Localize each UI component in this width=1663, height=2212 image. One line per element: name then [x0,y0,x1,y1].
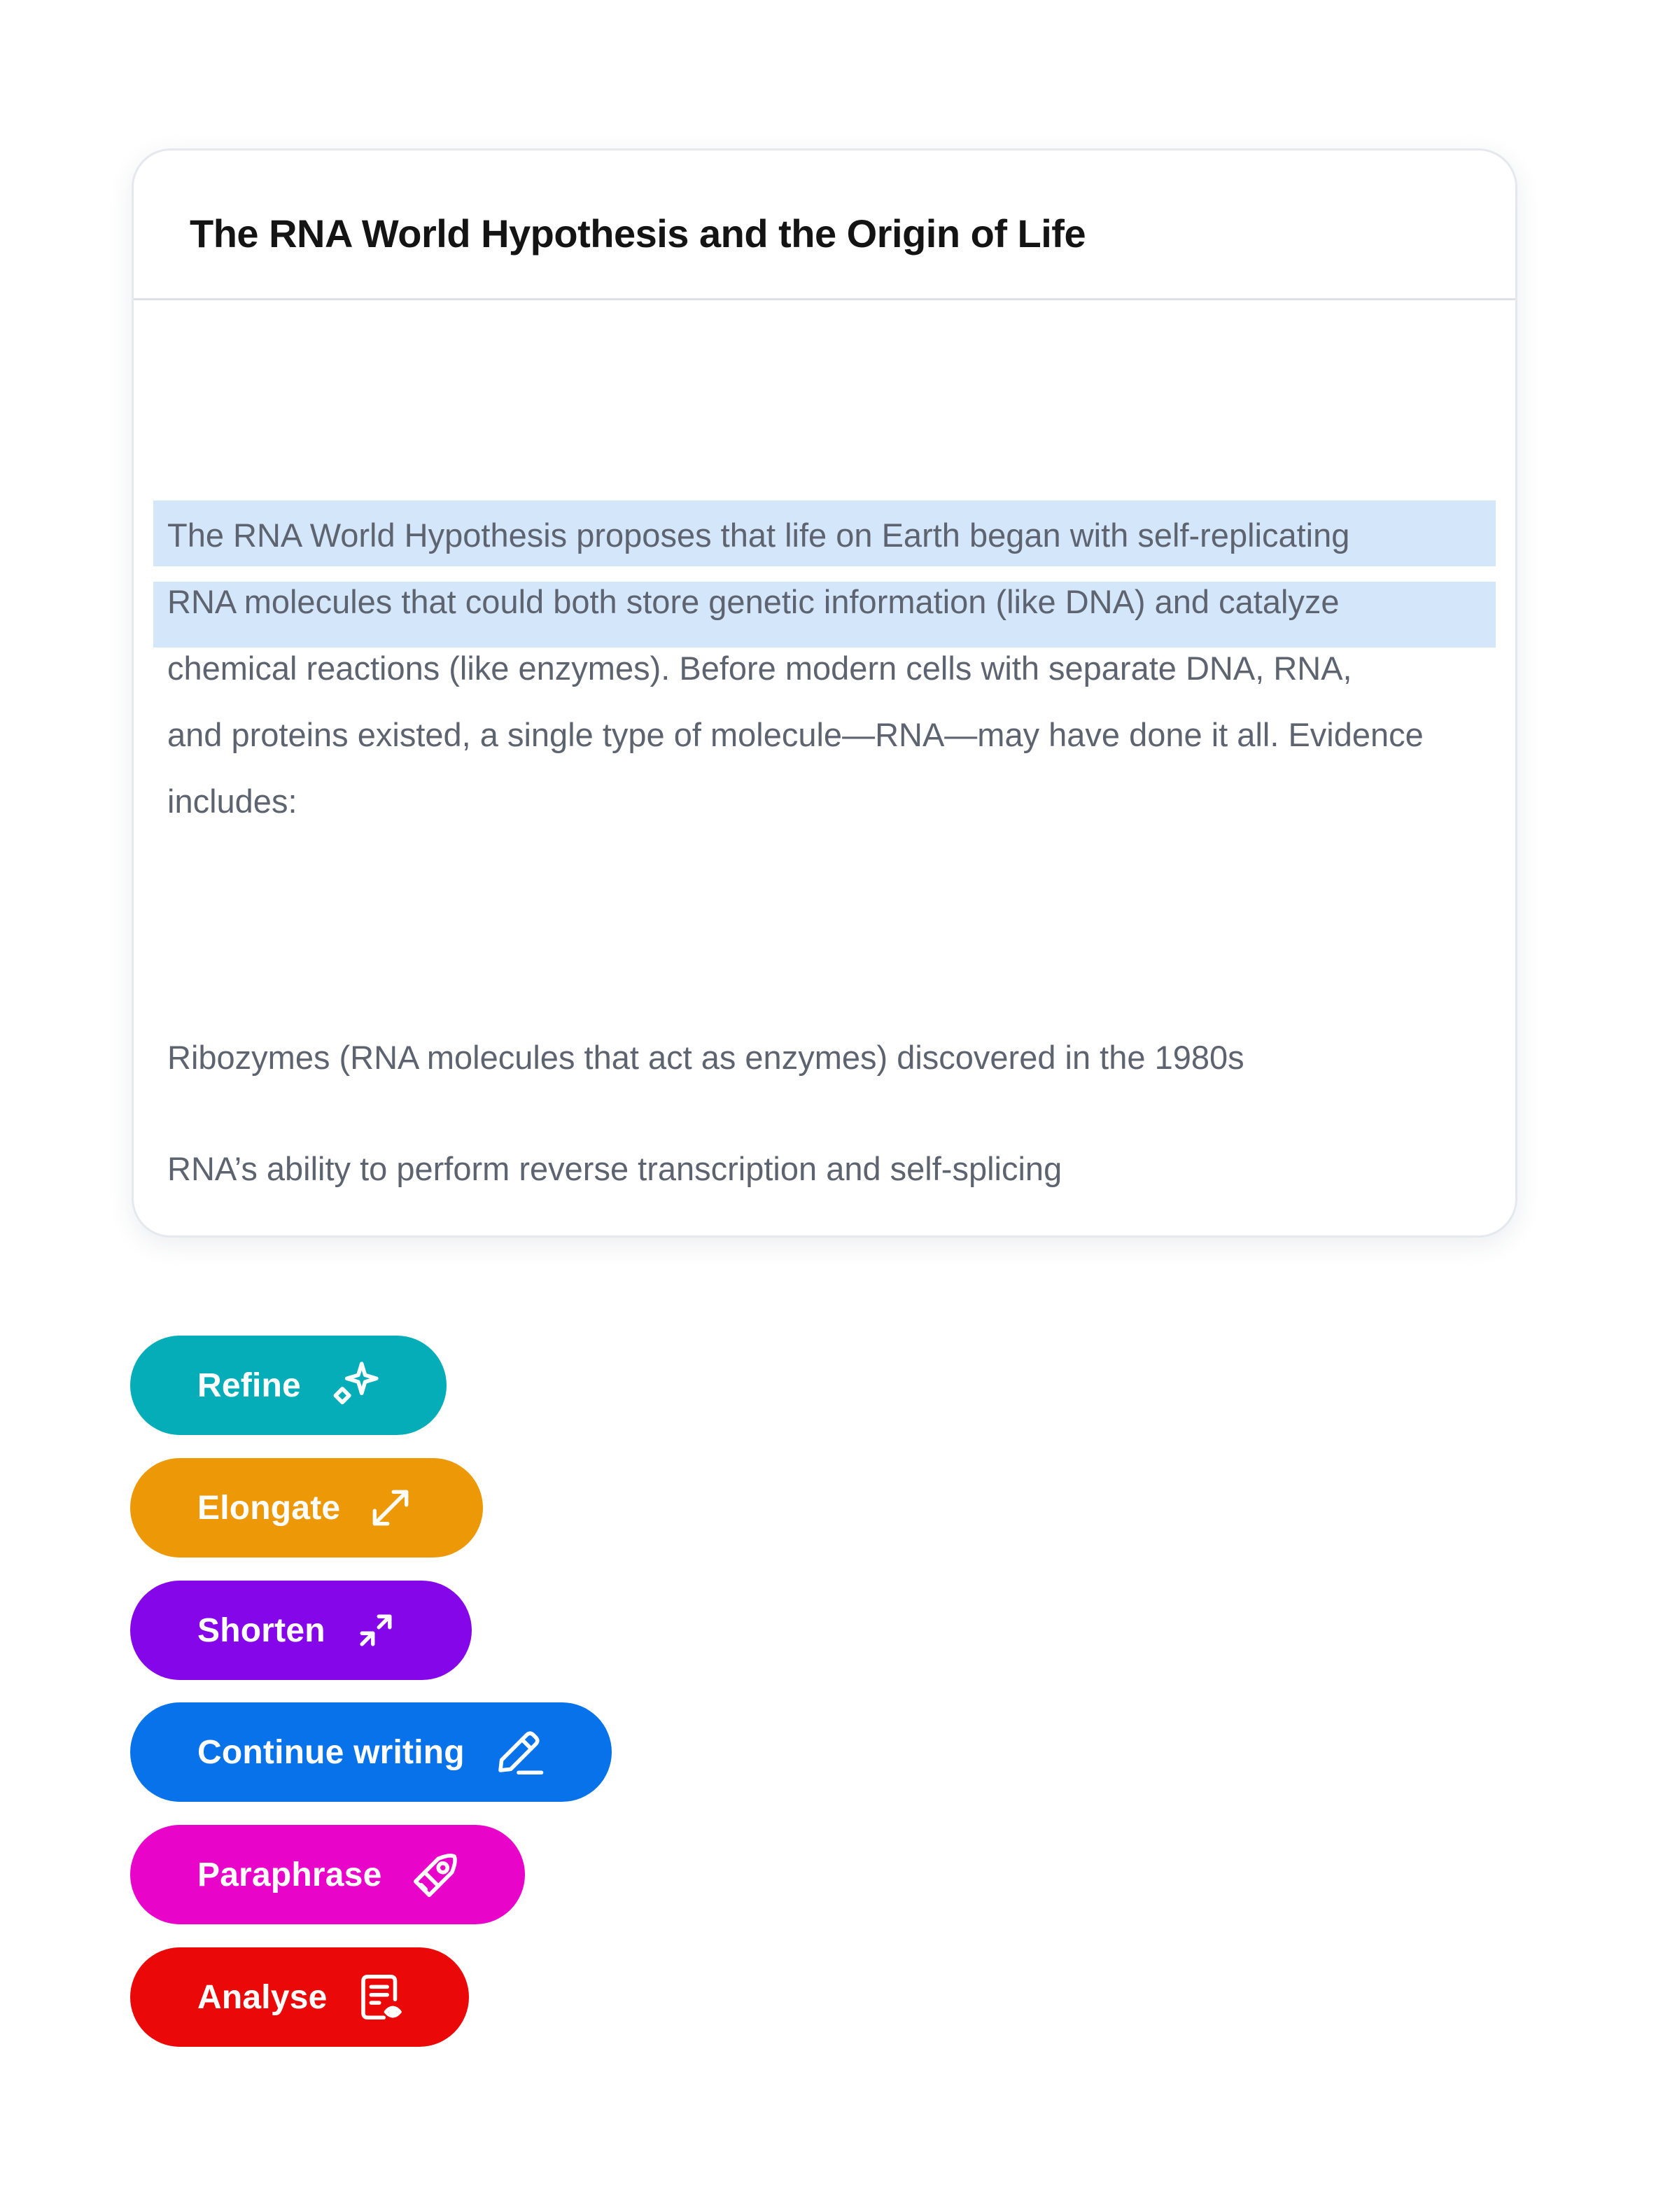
analyse-button[interactable] [130,1947,469,2047]
pencil-icon [491,1725,546,1779]
refine-button-label: Refine [197,1366,301,1404]
document-title: The RNA World Hypothesis and the Origin of Life [190,211,1086,255]
document-card [132,148,1517,1238]
expand-arrows-icon [367,1484,414,1532]
text-line: Ribozymes (RNA molecules that act as enzymes) discovered in the 1980s [167,1039,1244,1076]
text-line: RNA’s ability to perform reverse transcription and self-splicing [167,1150,1062,1187]
continue-writing-button[interactable] [130,1702,612,1802]
elongate-button-label: Elongate [197,1489,341,1527]
text-line: The RNA World Hypothesis proposes that life on Earth began with self-replicating [167,517,1350,554]
document-eye-icon [354,1970,409,2024]
analyse-button-label: Analyse [197,1978,328,2016]
evidence-paragraph [167,1024,1483,1091]
shorten-button-label: Shorten [197,1611,325,1649]
paraphrase-button-label: Paraphrase [197,1856,382,1893]
text-line: chemical reactions (like enzymes). Before modern cells with separate DNA, RNA, [167,650,1352,687]
pen-nib-icon [409,1847,463,1902]
text-line: and proteins existed, a single type of molecule—RNA—may have done it all. Evidence [167,716,1424,753]
sparkles-icon [328,1358,382,1413]
shorten-button[interactable] [130,1581,472,1680]
elongate-button[interactable] [130,1458,483,1558]
evidence-paragraph [167,1135,1483,1202]
shrink-arrows-icon [352,1606,400,1654]
intro-paragraph [167,502,1483,834]
refine-button[interactable] [130,1336,447,1435]
document-body[interactable] [134,300,1515,1238]
text-line: RNA molecules that could both store genetic information (like DNA) and catalyze [167,583,1340,620]
document-header [134,150,1515,300]
paraphrase-button[interactable] [130,1825,525,1924]
text-line: includes: [167,783,297,820]
continue-writing-button-label: Continue writing [197,1733,465,1771]
